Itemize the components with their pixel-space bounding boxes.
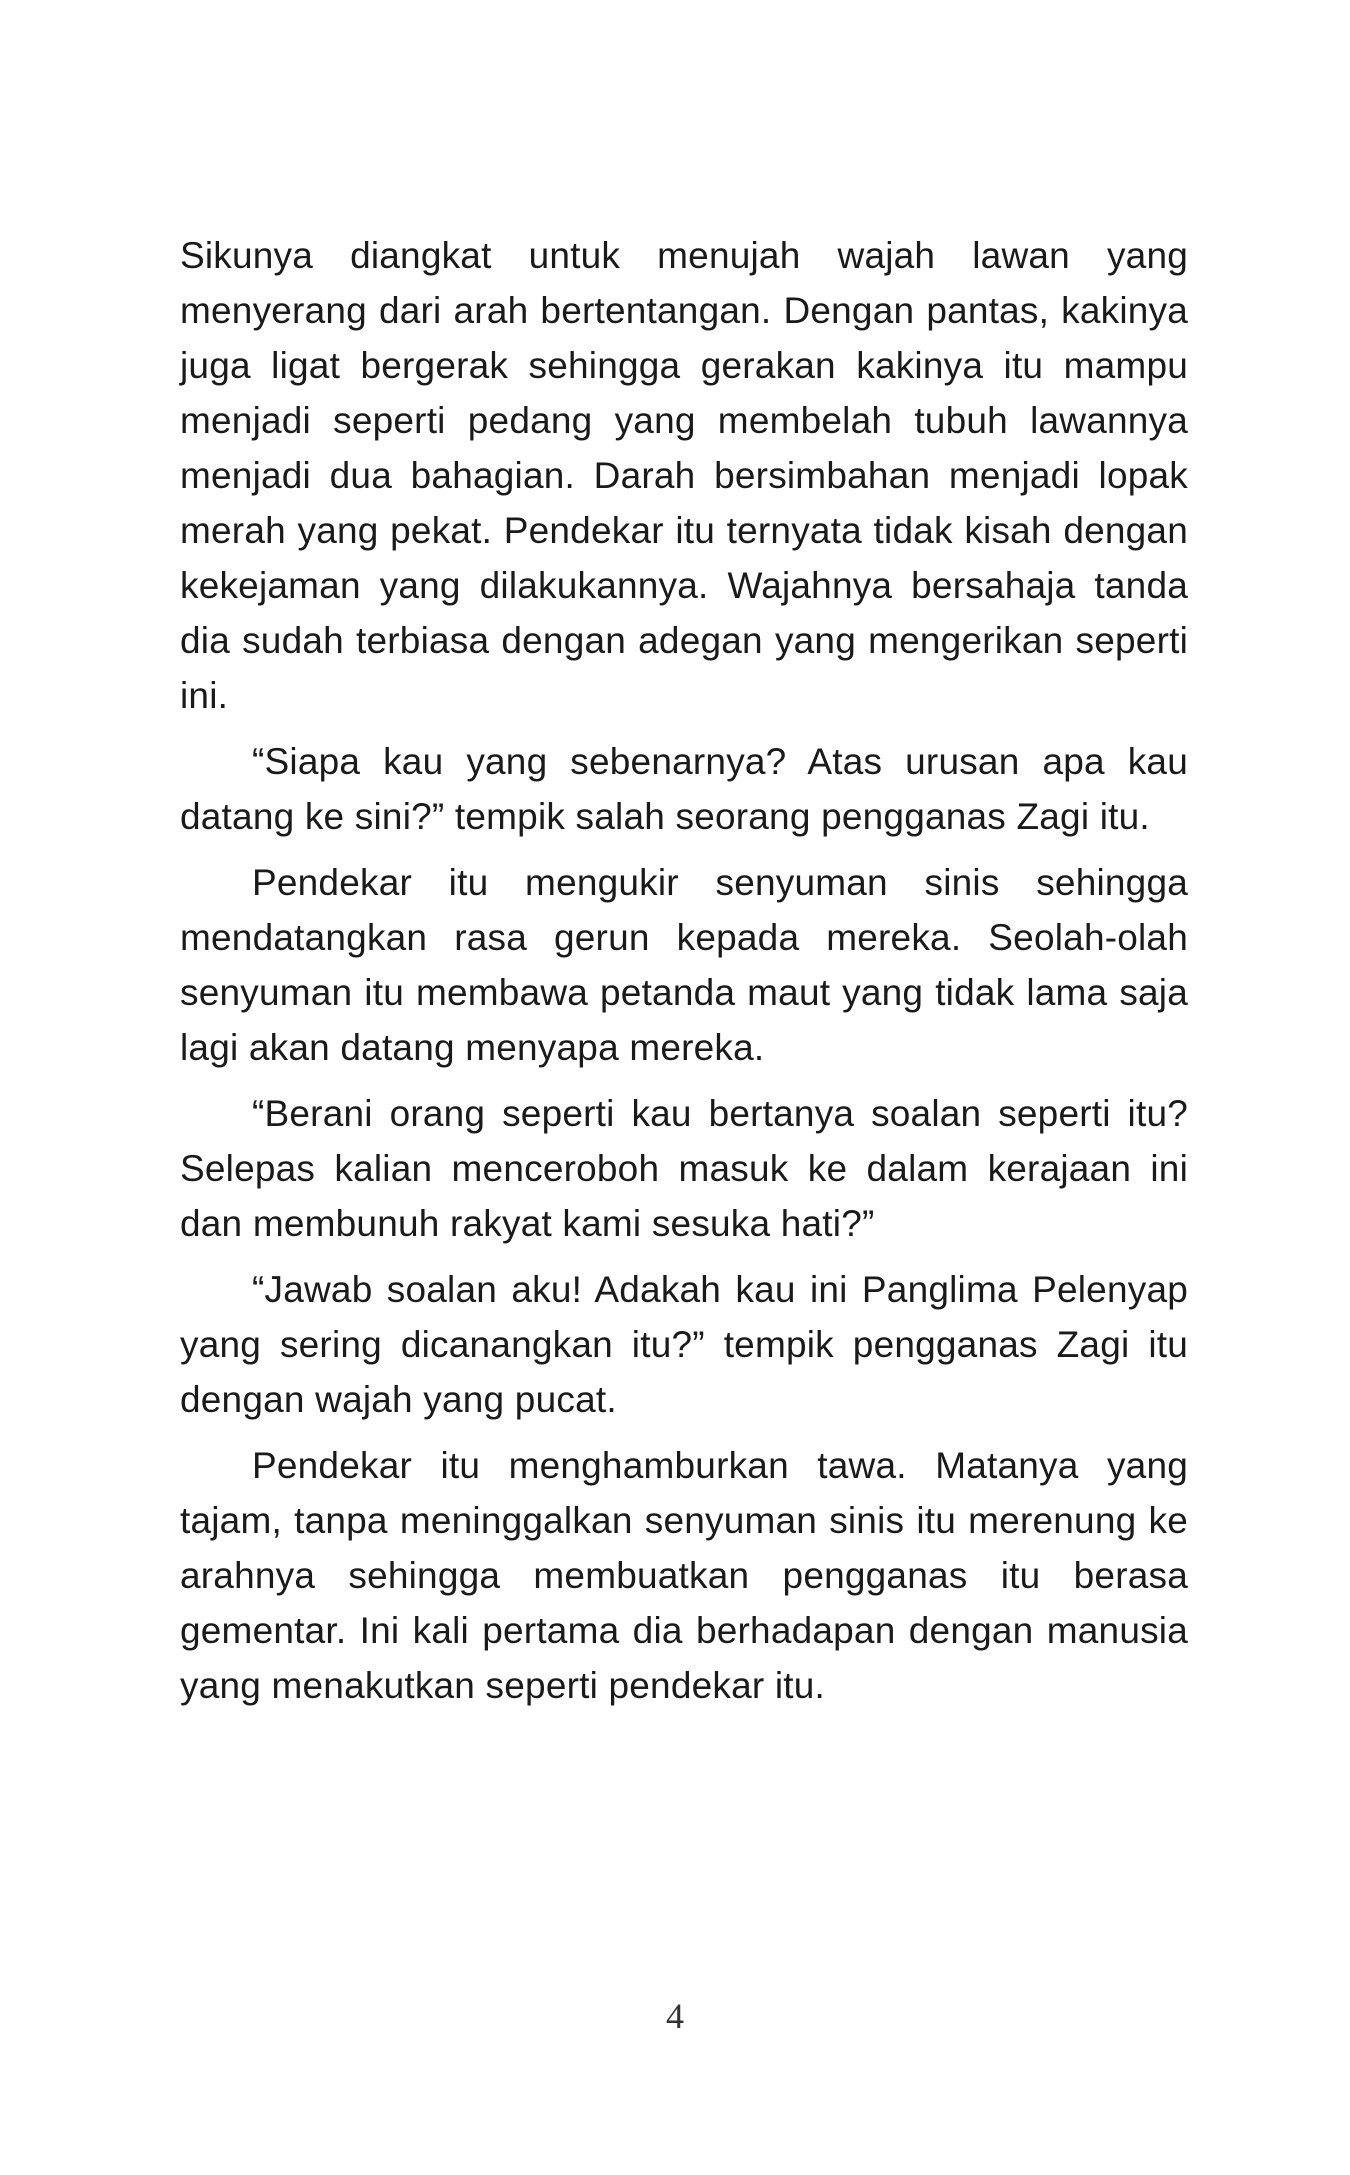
paragraph-6: Pendekar itu menghamburkan tawa. Matanya yang tajam, tanpa meninggalkan senyuman sinis itu merenung ke arahnya sehingga membuatkan pengganas itu berasa gementar. Ini kali pertama dia berhadapan dengan manusia yang menakutkan seperti pendekar itu. bbox=[180, 1445, 1188, 1706]
body-text bbox=[180, 228, 1188, 1724]
paragraph-1: Sikunya diangkat untuk menujah wajah lawan yang menyerang dari arah bertentangan. Dengan pantas, kakinya juga ligat bergerak sehingga gerakan kakinya itu mampu menjadi seperti pedang yang membelah tubuh lawannya menjadi dua bahagian. Darah bersimbahan menjadi lopak merah yang pekat. Pendekar itu ternyata tidak kisah dengan kekejaman yang dilakukannya. Wajahnya bersahaja tanda dia sudah terbiasa dengan adegan yang mengerikan seperti ini. bbox=[180, 235, 1188, 716]
paragraph-5: “Jawab soalan aku! Adakah kau ini Panglima Pelenyap yang sering dicanangkan itu?” tempik pengganas Zagi itu dengan wajah yang pucat. bbox=[180, 1269, 1188, 1420]
paragraph-2: “Siapa kau yang sebenarnya? Atas urusan apa kau datang ke sini?” tempik salah seorang pengganas Zagi itu. bbox=[180, 741, 1188, 837]
page-number: 4 bbox=[666, 1996, 684, 2036]
paragraph-3: Pendekar itu mengukir senyuman sinis sehingga mendatangkan rasa gerun kepada mereka. Seolah-olah senyuman itu membawa petanda maut yang tidak lama saja lagi akan datang menyapa mereka. bbox=[180, 862, 1188, 1068]
paragraph-4: “Berani orang seperti kau bertanya soalan seperti itu? Selepas kalian menceroboh masuk ke dalam kerajaan ini dan membunuh rakyat kami sesuka hati?” bbox=[180, 1093, 1188, 1244]
